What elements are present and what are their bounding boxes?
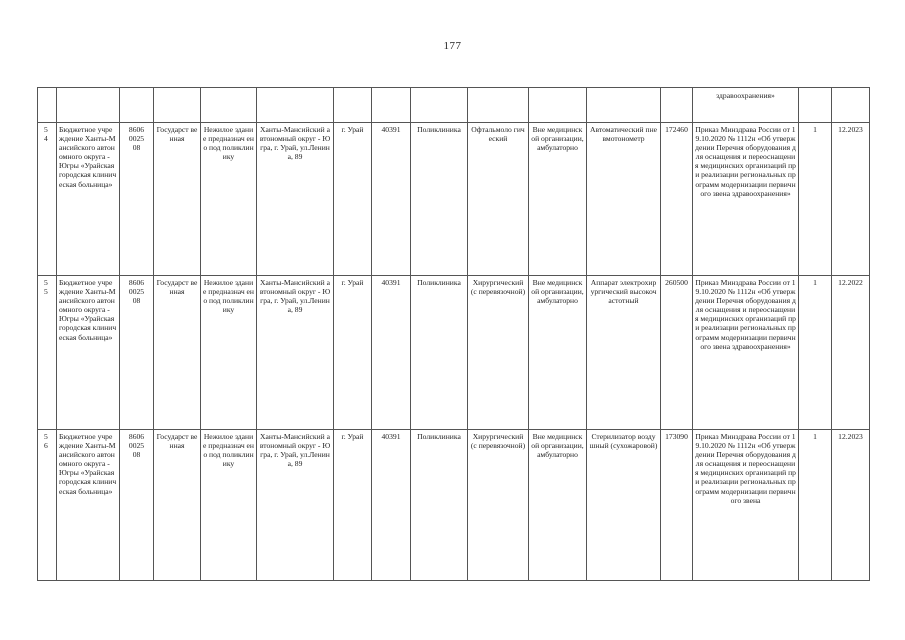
- cell-empty: [529, 88, 587, 123]
- cell-empty: [38, 88, 57, 123]
- city-cell: г. Урай: [334, 430, 372, 581]
- code-cell: 8606 0025 08: [120, 430, 154, 581]
- ownership-cell: Государст венная: [154, 123, 201, 276]
- equipment-cell: Аппарат электрохирургический высокочастотный: [587, 276, 661, 430]
- city-cell: г. Урай: [334, 276, 372, 430]
- cell-empty: [799, 88, 832, 123]
- address-cell: Ханты-Мансийский автономный округ - Югра, г. Урай, ул.Ленина, 89: [257, 123, 334, 276]
- cell-empty: [257, 88, 334, 123]
- department-cell: Поликлиника: [411, 276, 468, 430]
- care-type-cell: Вне медицинской организации, амбулаторно: [529, 276, 587, 430]
- address-cell: Ханты-Мансийский автономный округ - Югра, г. Урай, ул.Ленина, 89: [257, 430, 334, 581]
- institution-cell: Бюджетное учреждение Ханты-Мансийского автономного округа - Югры «Урайская городская клиническая больница»: [57, 123, 120, 276]
- index-cell: 40391: [372, 276, 411, 430]
- price-cell: 260500: [661, 276, 693, 430]
- table-row: [38, 276, 870, 430]
- building-cell: Нежилое здание предназнач ено под поликлинику: [201, 430, 257, 581]
- equipment-cell: Автоматический пневмотонометр: [587, 123, 661, 276]
- address-cell: Ханты-Мансийский автономный округ - Югра, г. Урай, ул.Ленина, 89: [257, 276, 334, 430]
- quantity-cell: 1: [799, 430, 832, 581]
- cell-empty: [372, 88, 411, 123]
- department-cell: Поликлиника: [411, 430, 468, 581]
- price-cell: 173090: [661, 430, 693, 581]
- row-number: 5 5: [38, 276, 57, 430]
- continuation-text: здравоохранения»: [693, 88, 799, 123]
- city-cell: г. Урай: [334, 123, 372, 276]
- care-type-cell: Вне медицинской организации, амбулаторно: [529, 123, 587, 276]
- quantity-cell: 1: [799, 276, 832, 430]
- basis-cell: Приказ Минздрава России от 19.10.2020 № 1112н «Об утверждении Перечня оборудования для оснащения и переоснащения медицинских организаций при реализации региональных программ модернизации первичного звена здравоохранения»: [693, 123, 799, 276]
- cell-empty: [661, 88, 693, 123]
- building-cell: Нежилое здание предназнач ено под поликлинику: [201, 276, 257, 430]
- cell-empty: [201, 88, 257, 123]
- basis-cell: Приказ Минздрава России от 19.10.2020 № 1112н «Об утверждении Перечня оборудования для оснащения и переоснащения медицинских организаций при реализации региональных программ модернизации первичного звена здравоохранения»: [693, 276, 799, 430]
- code-cell: 8606 0025 08: [120, 276, 154, 430]
- institution-cell: Бюджетное учреждение Ханты-Мансийского автономного округа - Югры «Урайская городская клиническая больница»: [57, 430, 120, 581]
- table-row: [38, 430, 870, 581]
- table-row: [38, 123, 870, 276]
- department-cell: Поликлиника: [411, 123, 468, 276]
- cell-empty: [120, 88, 154, 123]
- price-cell: 172460: [661, 123, 693, 276]
- quantity-cell: 1: [799, 123, 832, 276]
- equipment-table: [37, 87, 870, 581]
- cell-empty: [832, 88, 870, 123]
- cell-empty: [468, 88, 529, 123]
- cabinet-cell: Офтальмоло гический: [468, 123, 529, 276]
- cabinet-cell: Хирургический (с перевязочной): [468, 430, 529, 581]
- row-number: 5 6: [38, 430, 57, 581]
- cell-empty: [411, 88, 468, 123]
- institution-cell: Бюджетное учреждение Ханты-Мансийского автономного округа - Югры «Урайская городская клиническая больница»: [57, 276, 120, 430]
- row-number: 5 4: [38, 123, 57, 276]
- cell-empty: [334, 88, 372, 123]
- continuation-row: [38, 88, 870, 123]
- cell-empty: [154, 88, 201, 123]
- ownership-cell: Государст венная: [154, 430, 201, 581]
- cell-empty: [587, 88, 661, 123]
- care-type-cell: Вне медицинской организации, амбулаторно: [529, 430, 587, 581]
- index-cell: 40391: [372, 123, 411, 276]
- cabinet-cell: Хирургический (с перевязочной): [468, 276, 529, 430]
- date-cell: 12.2022: [832, 276, 870, 430]
- page-number: 177: [443, 40, 462, 52]
- index-cell: 40391: [372, 430, 411, 581]
- code-cell: 8606 0025 08: [120, 123, 154, 276]
- cell-empty: [57, 88, 120, 123]
- equipment-cell: Стерилизатор воздушный (сухожаровой): [587, 430, 661, 581]
- building-cell: Нежилое здание предназнач ено под поликлинику: [201, 123, 257, 276]
- basis-cell: Приказ Минздрава России от 19.10.2020 № 1112н «Об утверждении Перечня оборудования для оснащения и переоснащения медицинских организаций при реализации региональных программ модернизации первичного звена: [693, 430, 799, 581]
- date-cell: 12.2023: [832, 430, 870, 581]
- date-cell: 12.2023: [832, 123, 870, 276]
- ownership-cell: Государст венная: [154, 276, 201, 430]
